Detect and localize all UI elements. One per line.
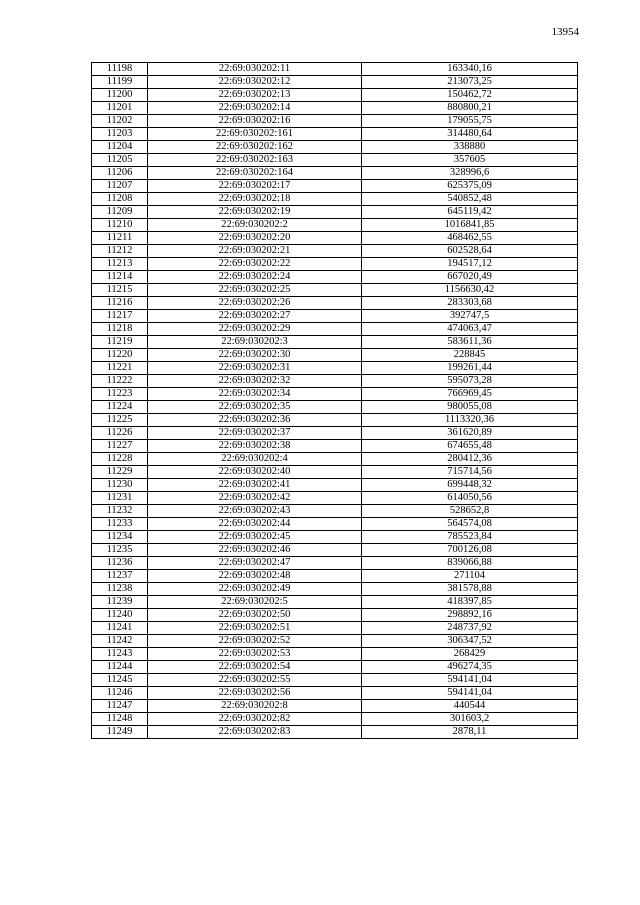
row-number-cell: 11214 [92,271,148,284]
cadastral-value-cell: 474063,47 [362,323,578,336]
row-number-cell: 11216 [92,297,148,310]
cadastral-number-cell: 22:69:030202:34 [148,388,362,401]
cadastral-number-cell: 22:69:030202:8 [148,700,362,713]
cadastral-number-cell: 22:69:030202:35 [148,401,362,414]
table-row [92,180,578,193]
row-number-cell: 11227 [92,440,148,453]
row-number-cell: 11244 [92,661,148,674]
table-row [92,453,578,466]
table-row [92,440,578,453]
table-row [92,323,578,336]
cadastral-number-cell: 22:69:030202:32 [148,375,362,388]
cadastral-number-cell: 22:69:030202:162 [148,141,362,154]
cadastral-number-cell: 22:69:030202:37 [148,427,362,440]
table-row [92,713,578,726]
cadastral-number-cell: 22:69:030202:52 [148,635,362,648]
row-number-cell: 11226 [92,427,148,440]
table-row [92,661,578,674]
table-row [92,596,578,609]
row-number-cell: 11245 [92,674,148,687]
row-number-cell: 11246 [92,687,148,700]
table-row [92,115,578,128]
cadastral-value-cell: 528652,8 [362,505,578,518]
table-row [92,505,578,518]
row-number-cell: 11204 [92,141,148,154]
row-number-cell: 11199 [92,76,148,89]
table-row [92,128,578,141]
table-row [92,206,578,219]
cadastral-number-cell: 22:69:030202:5 [148,596,362,609]
row-number-cell: 11208 [92,193,148,206]
cadastral-value-cell: 595073,28 [362,375,578,388]
row-number-cell: 11234 [92,531,148,544]
table-row [92,284,578,297]
cadastral-value-cell: 1156630,42 [362,284,578,297]
cadastral-value-cell: 564574,08 [362,518,578,531]
row-number-cell: 11210 [92,219,148,232]
cadastral-value-cell: 338880 [362,141,578,154]
cadastral-value-cell: 785523,84 [362,531,578,544]
table-row [92,232,578,245]
cadastral-number-cell: 22:69:030202:25 [148,284,362,297]
row-number-cell: 11237 [92,570,148,583]
cadastral-number-cell: 22:69:030202:45 [148,531,362,544]
table-row [92,687,578,700]
row-number-cell: 11242 [92,635,148,648]
table-row [92,219,578,232]
cadastral-number-cell: 22:69:030202:4 [148,453,362,466]
row-number-cell: 11213 [92,258,148,271]
cadastral-number-cell: 22:69:030202:54 [148,661,362,674]
cadastral-value-cell: 228845 [362,349,578,362]
cadastral-number-cell: 22:69:030202:17 [148,180,362,193]
table-row [92,635,578,648]
row-number-cell: 11236 [92,557,148,570]
table-row [92,401,578,414]
row-number-cell: 11217 [92,310,148,323]
cadastral-number-cell: 22:69:030202:12 [148,76,362,89]
row-number-cell: 11207 [92,180,148,193]
cadastral-number-cell: 22:69:030202:83 [148,726,362,739]
row-number-cell: 11206 [92,167,148,180]
cadastral-value-cell: 667020,49 [362,271,578,284]
table-row [92,583,578,596]
cadastral-value-cell: 361620,89 [362,427,578,440]
table-row [92,466,578,479]
cadastral-value-cell: 699448,32 [362,479,578,492]
table-row [92,89,578,102]
table-row [92,193,578,206]
row-number-cell: 11235 [92,544,148,557]
table-row [92,375,578,388]
cadastral-number-cell: 22:69:030202:48 [148,570,362,583]
cadastral-number-cell: 22:69:030202:43 [148,505,362,518]
table-row [92,349,578,362]
cadastral-number-cell: 22:69:030202:3 [148,336,362,349]
cadastral-number-cell: 22:69:030202:38 [148,440,362,453]
table-row [92,154,578,167]
cadastral-value-cell: 392747,5 [362,310,578,323]
cadastral-value-cell: 880800,21 [362,102,578,115]
row-number-cell: 11222 [92,375,148,388]
cadastral-number-cell: 22:69:030202:47 [148,557,362,570]
table-row [92,167,578,180]
table-row [92,557,578,570]
cadastral-value-cell: 496274,35 [362,661,578,674]
cadastral-number-cell: 22:69:030202:49 [148,583,362,596]
row-number-cell: 11240 [92,609,148,622]
cadastral-number-cell: 22:69:030202:31 [148,362,362,375]
cadastral-value-cell: 1113320,36 [362,414,578,427]
cadastral-value-cell: 163340,16 [362,63,578,76]
cadastral-number-cell: 22:69:030202:27 [148,310,362,323]
row-number-cell: 11243 [92,648,148,661]
row-number-cell: 11212 [92,245,148,258]
table-row [92,297,578,310]
cadastral-number-cell: 22:69:030202:29 [148,323,362,336]
cadastral-value-cell: 715714,56 [362,466,578,479]
cadastral-number-cell: 22:69:030202:24 [148,271,362,284]
row-number-cell: 11209 [92,206,148,219]
cadastral-value-cell: 2878,11 [362,726,578,739]
row-number-cell: 11223 [92,388,148,401]
cadastral-number-cell: 22:69:030202:11 [148,63,362,76]
table-row [92,479,578,492]
cadastral-number-cell: 22:69:030202:19 [148,206,362,219]
cadastral-number-cell: 22:69:030202:55 [148,674,362,687]
cadastral-value-cell: 602528,64 [362,245,578,258]
table-row [92,531,578,544]
cadastral-number-cell: 22:69:030202:46 [148,544,362,557]
cadastral-number-cell: 22:69:030202:26 [148,297,362,310]
cadastral-number-cell: 22:69:030202:163 [148,154,362,167]
table-row [92,76,578,89]
table-row [92,245,578,258]
table-row [92,141,578,154]
cadastral-number-cell: 22:69:030202:22 [148,258,362,271]
table-row [92,492,578,505]
table-row [92,544,578,557]
cadastral-number-cell: 22:69:030202:53 [148,648,362,661]
cadastral-value-cell: 357605 [362,154,578,167]
cadastral-number-cell: 22:69:030202:44 [148,518,362,531]
cadastral-number-cell: 22:69:030202:82 [148,713,362,726]
cadastral-value-cell: 468462,55 [362,232,578,245]
cadastral-value-cell: 298892,16 [362,609,578,622]
table-row [92,388,578,401]
cadastral-value-cell: 328996,6 [362,167,578,180]
cadastral-number-cell: 22:69:030202:41 [148,479,362,492]
cadastral-number-cell: 22:69:030202:161 [148,128,362,141]
table-row [92,63,578,76]
row-number-cell: 11239 [92,596,148,609]
cadastral-number-cell: 22:69:030202:56 [148,687,362,700]
cadastral-value-cell: 614050,56 [362,492,578,505]
cadastral-number-cell: 22:69:030202:50 [148,609,362,622]
row-number-cell: 11218 [92,323,148,336]
cadastral-number-cell: 22:69:030202:16 [148,115,362,128]
row-number-cell: 11238 [92,583,148,596]
row-number-cell: 11201 [92,102,148,115]
cadastral-value-cell: 839066,88 [362,557,578,570]
cadastral-value-cell: 700126,08 [362,544,578,557]
cadastral-value-cell: 306347,52 [362,635,578,648]
row-number-cell: 11200 [92,89,148,102]
cadastral-number-cell: 22:69:030202:2 [148,219,362,232]
cadastral-value-cell: 645119,42 [362,206,578,219]
row-number-cell: 11202 [92,115,148,128]
cadastral-value-cell: 625375,09 [362,180,578,193]
table-row [92,648,578,661]
row-number-cell: 11229 [92,466,148,479]
cadastral-number-cell: 22:69:030202:18 [148,193,362,206]
row-number-cell: 11203 [92,128,148,141]
cadastral-number-cell: 22:69:030202:42 [148,492,362,505]
row-number-cell: 11231 [92,492,148,505]
cadastral-number-cell: 22:69:030202:40 [148,466,362,479]
table-row [92,258,578,271]
cadastral-value-cell: 283303,68 [362,297,578,310]
cadastral-number-cell: 22:69:030202:13 [148,89,362,102]
row-number-cell: 11198 [92,63,148,76]
cadastral-number-cell: 22:69:030202:36 [148,414,362,427]
cadastral-number-cell: 22:69:030202:14 [148,102,362,115]
table-row [92,518,578,531]
cadastral-value-cell: 980055,08 [362,401,578,414]
row-number-cell: 11221 [92,362,148,375]
page-number: 13954 [551,26,579,38]
cadastral-number-cell: 22:69:030202:164 [148,167,362,180]
row-number-cell: 11215 [92,284,148,297]
cadastral-number-cell: 22:69:030202:51 [148,622,362,635]
cadastral-number-cell: 22:69:030202:30 [148,349,362,362]
table-row [92,427,578,440]
cadastral-value-cell: 301603,2 [362,713,578,726]
table-row [92,700,578,713]
cadastral-value-cell: 268429 [362,648,578,661]
cadastral-value-cell: 280412,36 [362,453,578,466]
table-body [92,63,578,739]
row-number-cell: 11249 [92,726,148,739]
table-row [92,570,578,583]
cadastral-value-cell: 314480,64 [362,128,578,141]
row-number-cell: 11241 [92,622,148,635]
table-row [92,336,578,349]
table-row [92,102,578,115]
table-row [92,622,578,635]
row-number-cell: 11247 [92,700,148,713]
table-row [92,674,578,687]
cadastral-value-cell: 674655,48 [362,440,578,453]
row-number-cell: 11224 [92,401,148,414]
row-number-cell: 11205 [92,154,148,167]
cadastral-value-cell: 248737,92 [362,622,578,635]
table-row [92,414,578,427]
cadastral-value-cell: 540852,48 [362,193,578,206]
row-number-cell: 11248 [92,713,148,726]
cadastral-number-cell: 22:69:030202:21 [148,245,362,258]
row-number-cell: 11219 [92,336,148,349]
cadastral-value-table [91,62,578,739]
row-number-cell: 11233 [92,518,148,531]
row-number-cell: 11232 [92,505,148,518]
cadastral-value-cell: 440544 [362,700,578,713]
cadastral-value-cell: 194517,12 [362,258,578,271]
row-number-cell: 11220 [92,349,148,362]
cadastral-value-cell: 213073,25 [362,76,578,89]
table-row [92,271,578,284]
cadastral-value-cell: 594141,04 [362,687,578,700]
cadastral-number-cell: 22:69:030202:20 [148,232,362,245]
cadastral-value-cell: 583611,36 [362,336,578,349]
table-row [92,362,578,375]
cadastral-value-cell: 418397,85 [362,596,578,609]
row-number-cell: 11225 [92,414,148,427]
cadastral-value-cell: 150462,72 [362,89,578,102]
table-row [92,310,578,323]
cadastral-value-cell: 381578,88 [362,583,578,596]
table-row [92,726,578,739]
row-number-cell: 11228 [92,453,148,466]
cadastral-value-cell: 179055,75 [362,115,578,128]
cadastral-value-cell: 1016841,85 [362,219,578,232]
cadastral-value-cell: 271104 [362,570,578,583]
row-number-cell: 11211 [92,232,148,245]
cadastral-value-cell: 766969,45 [362,388,578,401]
table-row [92,609,578,622]
cadastral-value-cell: 199261,44 [362,362,578,375]
cadastral-value-cell: 594141,04 [362,674,578,687]
row-number-cell: 11230 [92,479,148,492]
